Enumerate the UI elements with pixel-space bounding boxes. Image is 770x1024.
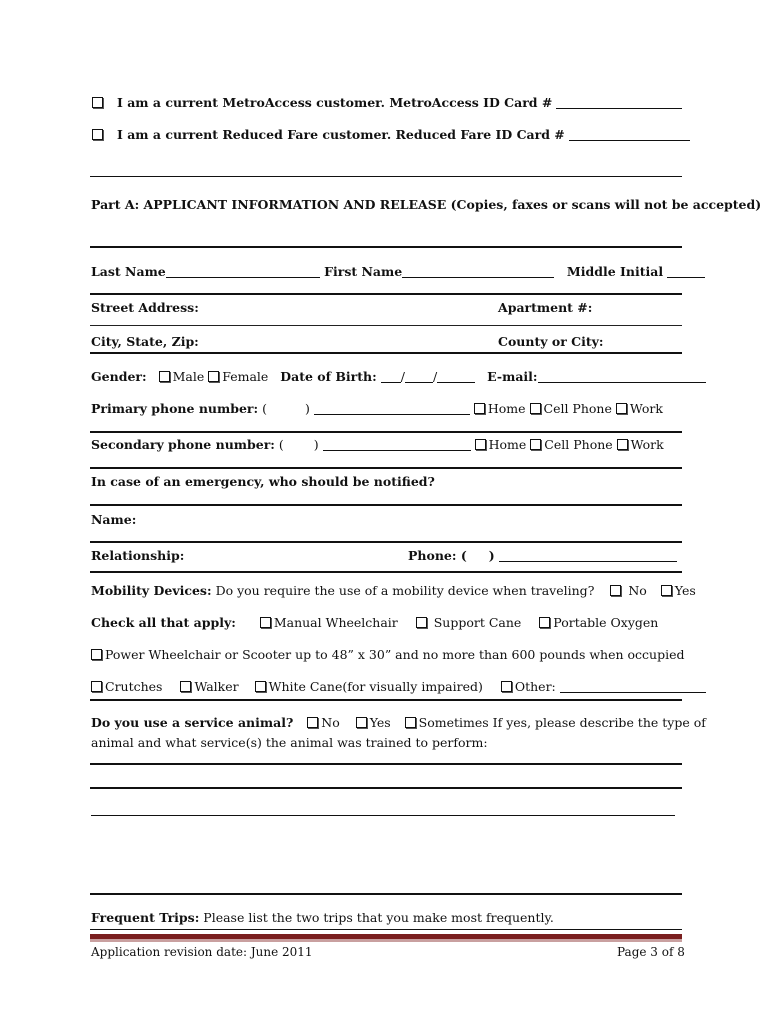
service-animal-row: [91, 715, 706, 730]
answer-line[interactable]: [90, 787, 682, 789]
service-animal-label: Do you use a service animal?: [91, 715, 294, 730]
service-sometimes-label: Sometimes If yes, please describe the type of: [418, 715, 706, 730]
metro-access-checkbox[interactable]: [92, 97, 103, 108]
emergency-phone-label: Phone: (: [408, 548, 467, 563]
last-name-field[interactable]: [166, 266, 320, 278]
crutches-label: Crutches: [105, 679, 163, 694]
service-no-checkbox[interactable]: [307, 717, 318, 728]
male-checkbox[interactable]: [159, 371, 170, 382]
mobility-no-label: No: [628, 583, 647, 598]
check-all-row: [91, 615, 658, 630]
reduced-fare-label: I am a current Reduced Fare customer. Reduced Fare ID Card #: [117, 127, 565, 142]
footer-band-light: [90, 939, 682, 942]
divider: [90, 504, 682, 506]
divider: [90, 293, 682, 295]
revision-date: Application revision date: June 2011: [91, 945, 313, 959]
service-no-label: No: [321, 715, 340, 730]
metro-access-id-field[interactable]: [556, 97, 682, 109]
crutches-checkbox[interactable]: [91, 681, 102, 692]
last-name-label: Last Name: [91, 264, 166, 279]
county-label: County or City:: [498, 334, 604, 349]
primary-phone-row: Primary phone number: ( ) Home Cell Phone Work: [91, 401, 663, 416]
male-label: Male: [172, 369, 205, 384]
relationship-label: Relationship:: [91, 548, 185, 563]
primary-phone-field[interactable]: [314, 403, 470, 415]
service-yes-checkbox[interactable]: [356, 717, 367, 728]
city-state-zip-label: City, State, Zip:: [91, 334, 199, 349]
secondary-work-checkbox[interactable]: [617, 439, 628, 450]
primary-work-checkbox[interactable]: [616, 403, 627, 414]
frequent-trips-row: [91, 910, 554, 925]
other-devices-row: [91, 679, 706, 694]
mobility-label: Mobility Devices:: [91, 583, 212, 598]
support-cane-checkbox[interactable]: [416, 617, 427, 628]
power-wheelchair-row: [91, 647, 685, 662]
white-cane-label: White Cane(for visually impaired): [268, 679, 483, 694]
primary-cell-checkbox[interactable]: [530, 403, 541, 414]
gender-label: Gender:: [91, 369, 147, 384]
primary-home-checkbox[interactable]: [474, 403, 485, 414]
frequent-trips-text: Please list the two trips that you make most frequently.: [203, 910, 554, 925]
dob-label: Date of Birth:: [280, 369, 377, 384]
manual-wheelchair-checkbox[interactable]: [260, 617, 271, 628]
emergency-name-label: Name:: [91, 512, 137, 527]
reduced-fare-checkbox[interactable]: [92, 129, 103, 140]
secondary-home-checkbox[interactable]: [475, 439, 486, 450]
divider: [90, 325, 682, 326]
check-all-label: Check all that apply:: [91, 615, 236, 630]
cell-label: Cell Phone: [543, 401, 612, 416]
portable-oxygen-label: Portable Oxygen: [553, 615, 659, 630]
female-checkbox[interactable]: [208, 371, 219, 382]
other-label: Other:: [514, 679, 556, 694]
emergency-phone-row: Phone: ( ): [408, 548, 677, 563]
secondary-phone-row: Secondary phone number: ( ) Home Cell Phone Work: [91, 437, 664, 452]
answer-line[interactable]: [91, 815, 675, 816]
emergency-phone-field[interactable]: [499, 550, 677, 562]
gender-row: Gender: Male Female Date of Birth: / / E-mail:: [91, 369, 706, 384]
divider: [90, 571, 682, 573]
walker-checkbox[interactable]: [180, 681, 191, 692]
dob-year-field[interactable]: [437, 371, 475, 383]
home-label: Home: [488, 437, 527, 452]
mobility-yes-checkbox[interactable]: [661, 585, 672, 596]
service-yes-label: Yes: [369, 715, 391, 730]
email-label: E-mail:: [487, 369, 538, 384]
other-field[interactable]: [560, 681, 706, 693]
divider: [90, 431, 682, 433]
other-checkbox[interactable]: [501, 681, 512, 692]
secondary-phone-label: Secondary phone number:: [91, 437, 275, 452]
emergency-heading: In case of an emergency, who should be notified?: [91, 474, 435, 489]
apartment-label: Apartment #:: [498, 300, 593, 315]
page-number: Page 3 of 8: [617, 945, 685, 959]
name-row: [91, 264, 705, 279]
street-address-label: Street Address:: [91, 300, 199, 315]
divider: [90, 893, 682, 895]
metro-access-row: [92, 95, 682, 110]
secondary-phone-field[interactable]: [323, 439, 471, 451]
dob-month-field[interactable]: [381, 371, 401, 383]
reduced-fare-id-field[interactable]: [569, 129, 690, 141]
mobility-no-checkbox[interactable]: [610, 585, 621, 596]
divider: [90, 699, 682, 701]
mobility-question-row: [91, 583, 696, 598]
divider: [90, 246, 682, 248]
middle-initial-label: Middle Initial: [566, 264, 664, 279]
reduced-fare-row: [92, 127, 690, 142]
middle-initial-field[interactable]: [667, 266, 705, 278]
service-sometimes-checkbox[interactable]: [405, 717, 416, 728]
first-name-label: First Name: [324, 264, 403, 279]
metro-access-label: I am a current MetroAccess customer. MetroAccess ID Card #: [117, 95, 553, 110]
power-wheelchair-checkbox[interactable]: [91, 649, 102, 660]
walker-label: Walker: [194, 679, 239, 694]
white-cane-checkbox[interactable]: [255, 681, 266, 692]
divider: [90, 176, 682, 177]
divider: [90, 352, 682, 354]
mobility-yes-label: Yes: [674, 583, 696, 598]
divider: [90, 467, 682, 469]
work-label: Work: [630, 437, 664, 452]
female-label: Female: [222, 369, 269, 384]
divider: [90, 541, 682, 543]
email-field[interactable]: [538, 371, 706, 383]
footer-rule: [90, 929, 682, 930]
mobility-question: Do you require the use of a mobility device when traveling?: [215, 583, 595, 598]
part-a-heading: Part A: APPLICANT INFORMATION AND RELEASE (Copies, faxes or scans will not be accepted): [91, 197, 762, 212]
power-wheelchair-label: Power Wheelchair or Scooter up to 48” x 30” and no more than 600 pounds when occupied: [105, 647, 685, 662]
frequent-trips-label: Frequent Trips:: [91, 910, 200, 925]
manual-wheelchair-label: Manual Wheelchair: [273, 615, 398, 630]
cell-label: Cell Phone: [544, 437, 613, 452]
service-animal-line2: animal and what service(s) the animal was trained to perform:: [91, 735, 488, 750]
answer-line[interactable]: [90, 763, 682, 765]
work-label: Work: [629, 401, 663, 416]
primary-phone-label: Primary phone number:: [91, 401, 259, 416]
dob-day-field[interactable]: [405, 371, 433, 383]
secondary-cell-checkbox[interactable]: [530, 439, 541, 450]
home-label: Home: [487, 401, 526, 416]
first-name-field[interactable]: [402, 266, 554, 278]
support-cane-label: Support Cane: [433, 615, 522, 630]
portable-oxygen-checkbox[interactable]: [539, 617, 550, 628]
